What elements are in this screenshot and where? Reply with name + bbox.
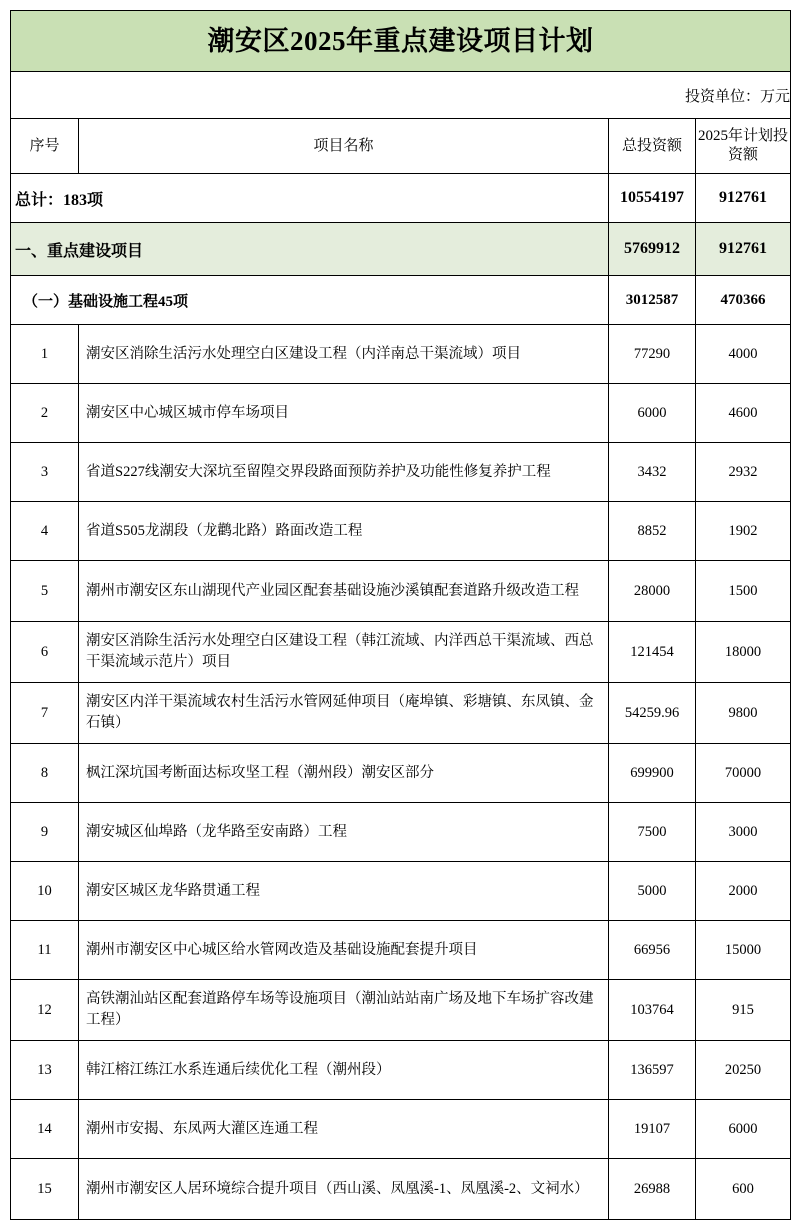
row-total-investment: 103764 [609, 980, 696, 1041]
row-plan-investment: 1500 [696, 561, 791, 622]
row-sequence: 1 [11, 325, 79, 384]
grand-total-plan: 912761 [696, 174, 791, 223]
row-project-name: 潮安区消除生活污水处理空白区建设工程（韩江流域、内洋西总干渠流域、西总干渠流域示范片）项目 [79, 622, 609, 683]
subsection-total-investment: 3012587 [609, 276, 696, 325]
column-header-seq: 序号 [11, 119, 79, 174]
column-header-row [11, 119, 791, 174]
subsection-label: （一）基础设施工程45项 [11, 276, 609, 325]
subsection-total-plan: 470366 [696, 276, 791, 325]
grand-total-row [11, 174, 791, 223]
row-total-investment: 7500 [609, 803, 696, 862]
row-plan-investment: 6000 [696, 1100, 791, 1159]
table-row [11, 622, 791, 683]
column-header-name: 项目名称 [79, 119, 609, 174]
page-title: 潮安区2025年重点建设项目计划 [11, 11, 791, 72]
row-project-name: 枫江深坑国考断面达标攻坚工程（潮州段）潮安区部分 [79, 744, 609, 803]
row-sequence: 8 [11, 744, 79, 803]
row-total-investment: 77290 [609, 325, 696, 384]
row-project-name: 潮安区内洋干渠流域农村生活污水管网延伸项目（庵埠镇、彩塘镇、东凤镇、金石镇） [79, 683, 609, 744]
row-total-investment: 5000 [609, 862, 696, 921]
column-header-total: 总投资额 [609, 119, 696, 174]
row-plan-investment: 20250 [696, 1041, 791, 1100]
row-total-investment: 136597 [609, 1041, 696, 1100]
row-sequence: 2 [11, 384, 79, 443]
row-total-investment: 699900 [609, 744, 696, 803]
row-total-investment: 28000 [609, 561, 696, 622]
row-project-name: 潮州市潮安区东山湖现代产业园区配套基础设施沙溪镇配套道路升级改造工程 [79, 561, 609, 622]
table-row [11, 1041, 791, 1100]
section-total-plan: 912761 [696, 223, 791, 276]
row-plan-investment: 4600 [696, 384, 791, 443]
row-total-investment: 19107 [609, 1100, 696, 1159]
row-project-name: 省道S505龙湖段（龙鹳北路）路面改造工程 [79, 502, 609, 561]
row-plan-investment: 9800 [696, 683, 791, 744]
table-row [11, 862, 791, 921]
row-project-name: 潮安区消除生活污水处理空白区建设工程（内洋南总干渠流域）项目 [79, 325, 609, 384]
row-project-name: 潮安城区仙埠路（龙华路至安南路）工程 [79, 803, 609, 862]
project-plan-table [10, 10, 791, 1220]
table-body [11, 11, 791, 1220]
row-total-investment: 26988 [609, 1159, 696, 1220]
unit-note-row [11, 72, 791, 119]
row-plan-investment: 3000 [696, 803, 791, 862]
row-project-name: 潮安区城区龙华路贯通工程 [79, 862, 609, 921]
title-row [11, 11, 791, 72]
table-row [11, 744, 791, 803]
table-row [11, 384, 791, 443]
row-sequence: 7 [11, 683, 79, 744]
section-row-key-projects [11, 223, 791, 276]
row-total-investment: 66956 [609, 921, 696, 980]
row-plan-investment: 1902 [696, 502, 791, 561]
row-sequence: 15 [11, 1159, 79, 1220]
row-sequence: 10 [11, 862, 79, 921]
row-project-name: 韩江榕江练江水系连通后续优化工程（潮州段） [79, 1041, 609, 1100]
grand-total-label: 总计：183项 [11, 174, 609, 223]
row-project-name: 潮州市潮安区人居环境综合提升项目（西山溪、凤凰溪-1、凤凰溪-2、文祠水） [79, 1159, 609, 1220]
row-total-investment: 121454 [609, 622, 696, 683]
row-project-name: 省道S227线潮安大深坑至留隍交界段路面预防养护及功能性修复养护工程 [79, 443, 609, 502]
row-sequence: 4 [11, 502, 79, 561]
table-row [11, 1100, 791, 1159]
row-plan-investment: 2932 [696, 443, 791, 502]
table-row [11, 325, 791, 384]
row-project-name: 潮州市安揭、东凤两大灌区连通工程 [79, 1100, 609, 1159]
table-row [11, 502, 791, 561]
grand-total-investment: 10554197 [609, 174, 696, 223]
row-plan-investment: 2000 [696, 862, 791, 921]
section-label: 一、重点建设项目 [11, 223, 609, 276]
row-sequence: 13 [11, 1041, 79, 1100]
row-sequence: 9 [11, 803, 79, 862]
row-sequence: 3 [11, 443, 79, 502]
section-total-investment: 5769912 [609, 223, 696, 276]
table-row [11, 803, 791, 862]
row-total-investment: 3432 [609, 443, 696, 502]
row-sequence: 6 [11, 622, 79, 683]
row-project-name: 潮州市潮安区中心城区给水管网改造及基础设施配套提升项目 [79, 921, 609, 980]
row-plan-investment: 600 [696, 1159, 791, 1220]
table-row [11, 443, 791, 502]
row-plan-investment: 18000 [696, 622, 791, 683]
table-row [11, 683, 791, 744]
table-row [11, 1159, 791, 1220]
row-sequence: 12 [11, 980, 79, 1041]
row-plan-investment: 70000 [696, 744, 791, 803]
table-row [11, 980, 791, 1041]
row-project-name: 潮安区中心城区城市停车场项目 [79, 384, 609, 443]
row-sequence: 14 [11, 1100, 79, 1159]
table-row [11, 561, 791, 622]
column-header-plan: 2025年计划投资额 [696, 119, 791, 174]
row-total-investment: 6000 [609, 384, 696, 443]
row-sequence: 5 [11, 561, 79, 622]
subsection-row-infrastructure [11, 276, 791, 325]
row-total-investment: 54259.96 [609, 683, 696, 744]
investment-unit-note: 投资单位：万元 [11, 72, 791, 119]
row-project-name: 高铁潮汕站区配套道路停车场等设施项目（潮汕站站南广场及地下车场扩容改建工程） [79, 980, 609, 1041]
row-total-investment: 8852 [609, 502, 696, 561]
row-plan-investment: 15000 [696, 921, 791, 980]
row-sequence: 11 [11, 921, 79, 980]
table-row [11, 921, 791, 980]
row-plan-investment: 4000 [696, 325, 791, 384]
row-plan-investment: 915 [696, 980, 791, 1041]
